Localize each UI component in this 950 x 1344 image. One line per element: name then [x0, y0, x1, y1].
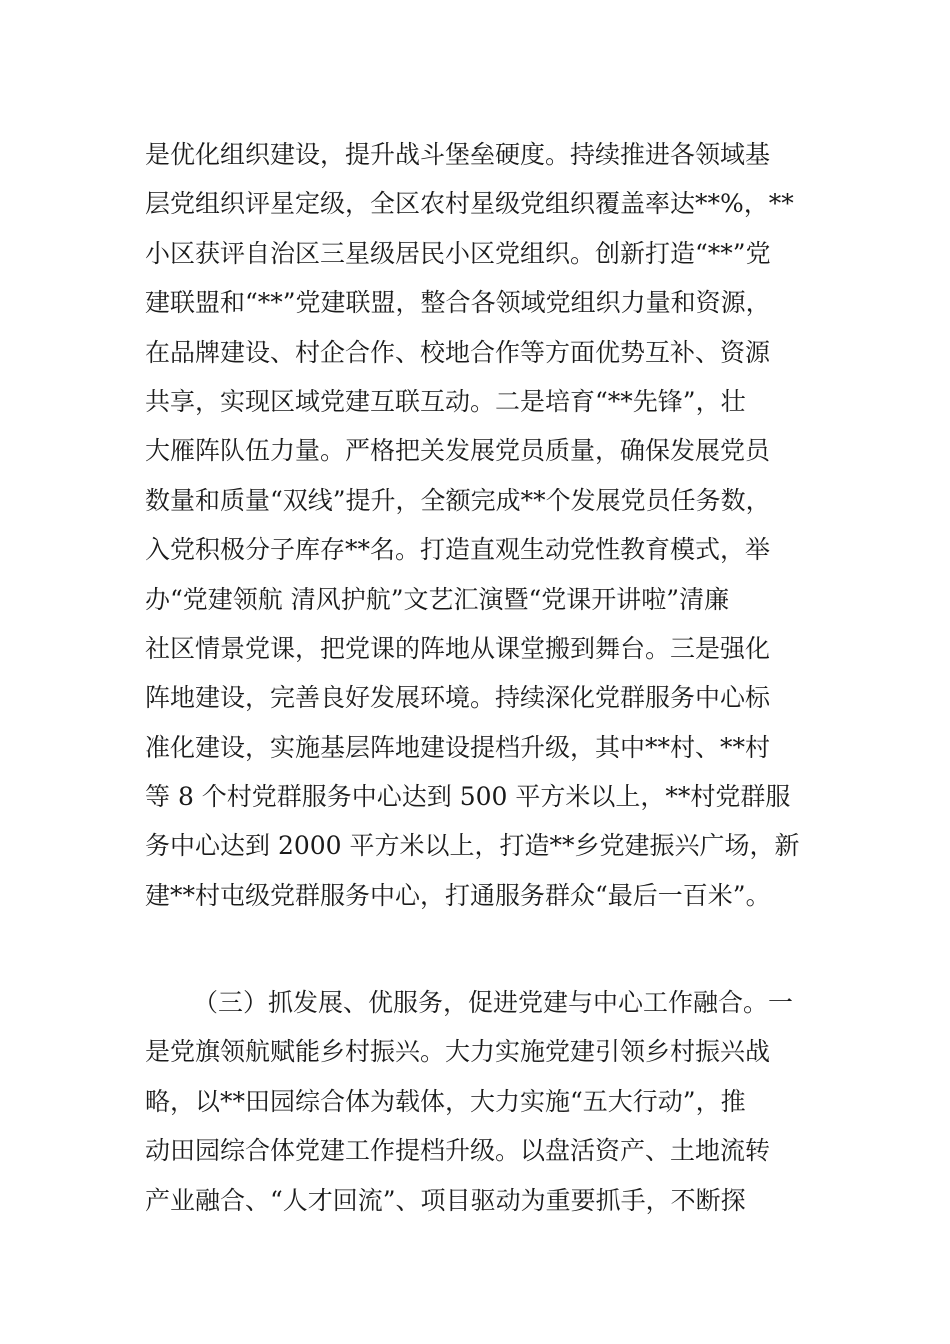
paragraph-line: 略，以**田园综合体为载体，大力实施“五大行动”，推	[145, 1086, 746, 1116]
paragraph-line: 建**村屯级党群服务中心，打通服务群众“最后一百米”。	[145, 880, 771, 910]
paragraph-line: 产业融合、“人才回流”、项目驱动为重要抓手，不断探	[145, 1185, 746, 1215]
paragraph-line: 是优化组织建设，提升战斗堡垒硬度。持续推进各领域基	[145, 140, 771, 169]
paragraph-line: 数量和质量“双线”提升，全额完成**个发展党员任务数，	[145, 485, 771, 515]
paragraph-line: 小区获评自治区三星级居民小区党组织。创新打造“**”党	[145, 238, 771, 268]
paragraph-line: 动田园综合体党建工作提档升级。以盘活资产、土地流转	[145, 1136, 771, 1166]
paragraph-line: 在品牌建设、村企合作、校地合作等方面优势互补、资源	[145, 337, 771, 367]
paragraph-line: 入党积极分子库存**名。打造直观生动党性教育模式，举	[145, 535, 771, 565]
paragraph-line: 社区情景党课，把党课的阵地从课堂搬到舞台。三是强化	[145, 633, 771, 663]
paragraph-line: （三）抓发展、优服务，促进党建与中心工作融合。一	[193, 988, 794, 1017]
paragraph-org-building	[145, 130, 835, 920]
paragraph-line: 层党组织评星定级，全区农村星级党组织覆盖率达**%，**	[145, 189, 794, 219]
paragraph-line: 建联盟和“**”党建联盟，整合各领域党组织力量和资源，	[145, 288, 771, 318]
paragraph-line: 大雁阵队伍力量。严格把关发展党员质量，确保发展党员	[145, 436, 771, 466]
paragraph-line: 阵地建设，完善良好发展环境。持续深化党群服务中心标	[145, 683, 771, 713]
paragraph-line: 准化建设，实施基层阵地建设提档升级，其中**村、**村	[145, 732, 771, 762]
paragraph-line: 办“党建领航 清风护航”文艺汇演暨“党课开讲啦”清廉	[145, 584, 730, 614]
paragraph-line: 等 8 个村党群服务中心达到 500 平方米以上，**村党群服	[145, 782, 791, 812]
paragraph-line: 是党旗领航赋能乡村振兴。大力实施党建引领乡村振兴战	[145, 1037, 771, 1067]
paragraph-development-service	[145, 978, 835, 1225]
paragraph-line: 务中心达到 2000 平方米以上，打造**乡党建振兴广场，新	[145, 831, 800, 861]
paragraph-line: 共享，实现区域党建互联互动。二是培育“**先锋”，壮	[145, 386, 746, 416]
